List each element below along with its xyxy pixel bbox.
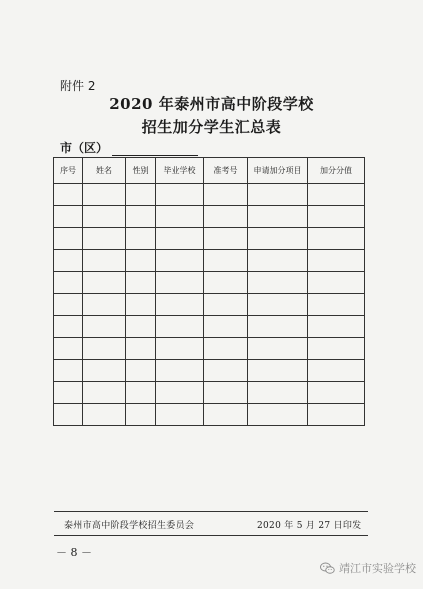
table-cell xyxy=(126,360,156,382)
table-cell xyxy=(83,294,126,316)
table-cell xyxy=(248,250,308,272)
table-cell xyxy=(204,228,248,250)
table-cell xyxy=(83,404,126,426)
table-cell xyxy=(156,382,204,404)
table-row xyxy=(54,250,365,272)
summary-table xyxy=(53,157,365,426)
table-cell xyxy=(204,272,248,294)
table-cell xyxy=(126,206,156,228)
table-cell xyxy=(126,404,156,426)
table-cell xyxy=(248,360,308,382)
table-row xyxy=(54,206,365,228)
table-cell xyxy=(156,404,204,426)
table-cell xyxy=(83,360,126,382)
table-cell xyxy=(54,316,83,338)
summary-table-container xyxy=(53,157,365,426)
table-cell xyxy=(54,206,83,228)
table-cell xyxy=(126,338,156,360)
table-cell xyxy=(204,250,248,272)
table-cell xyxy=(156,360,204,382)
table-row xyxy=(54,404,365,426)
table-cell xyxy=(156,338,204,360)
page-number: － 8 － xyxy=(56,546,92,559)
table-cell xyxy=(54,228,83,250)
city-district-field xyxy=(60,139,198,156)
wechat-icon xyxy=(320,562,335,575)
table-cell xyxy=(248,206,308,228)
table-cell xyxy=(156,228,204,250)
table-row xyxy=(54,316,365,338)
table-cell xyxy=(156,250,204,272)
table-cell xyxy=(248,338,308,360)
table-cell xyxy=(54,250,83,272)
table-cell xyxy=(308,250,365,272)
table-row xyxy=(54,228,365,250)
table-cell xyxy=(248,272,308,294)
column-header-name: 姓名 xyxy=(83,158,126,184)
table-cell xyxy=(156,206,204,228)
column-header-school: 毕业学校 xyxy=(156,158,204,184)
table-cell xyxy=(204,338,248,360)
annex-label: 附件 2 xyxy=(60,79,96,93)
table-cell xyxy=(204,360,248,382)
table-cell xyxy=(83,338,126,360)
table-cell xyxy=(308,316,365,338)
table-row xyxy=(54,338,365,360)
city-district-label: 市（区） xyxy=(60,141,109,155)
table-cell xyxy=(156,184,204,206)
document-title-line1: 2020 年泰州市高中阶段学校 xyxy=(109,95,314,113)
table-header-row xyxy=(54,158,365,184)
table-cell xyxy=(308,272,365,294)
table-cell xyxy=(83,272,126,294)
table-cell xyxy=(83,228,126,250)
footer-top-rule xyxy=(54,511,368,512)
table-cell xyxy=(308,360,365,382)
table-row xyxy=(54,184,365,206)
table-cell xyxy=(204,382,248,404)
table-cell xyxy=(156,294,204,316)
table-cell xyxy=(83,250,126,272)
table-cell xyxy=(308,294,365,316)
table-cell xyxy=(126,294,156,316)
city-district-blank-line xyxy=(112,144,198,156)
table-cell xyxy=(204,184,248,206)
footer-bottom-rule xyxy=(54,535,368,536)
column-header-bonus-points: 加分分值 xyxy=(308,158,365,184)
table-row xyxy=(54,382,365,404)
table-cell xyxy=(54,272,83,294)
column-header-index: 序号 xyxy=(54,158,83,184)
table-cell xyxy=(54,360,83,382)
table-cell xyxy=(126,184,156,206)
table-cell xyxy=(204,206,248,228)
table-cell xyxy=(83,206,126,228)
column-header-gender: 性别 xyxy=(126,158,156,184)
table-cell xyxy=(126,250,156,272)
table-cell xyxy=(54,382,83,404)
table-cell xyxy=(83,184,126,206)
document-title-line2: 招生加分学生汇总表 xyxy=(141,118,282,136)
table-cell xyxy=(248,228,308,250)
column-header-exam-number: 准考号 xyxy=(204,158,248,184)
table-cell xyxy=(308,382,365,404)
issue-date-text: 2020 年 5 月 27 日印发 xyxy=(257,521,362,531)
table-cell xyxy=(126,272,156,294)
table-cell xyxy=(308,228,365,250)
table-cell xyxy=(204,316,248,338)
table-cell xyxy=(54,184,83,206)
watermark-text: 靖江市实验学校 xyxy=(339,562,416,575)
table-row xyxy=(54,360,365,382)
issuer-text: 泰州市高中阶段学校招生委员会 xyxy=(64,521,195,531)
table-cell xyxy=(156,272,204,294)
table-cell xyxy=(248,184,308,206)
table-cell xyxy=(204,294,248,316)
table-cell xyxy=(126,316,156,338)
table-cell xyxy=(54,404,83,426)
table-cell xyxy=(248,382,308,404)
table-cell xyxy=(54,294,83,316)
table-row xyxy=(54,294,365,316)
table-body xyxy=(54,184,365,426)
table-cell xyxy=(308,184,365,206)
table-cell xyxy=(83,382,126,404)
table-cell xyxy=(83,316,126,338)
table-row xyxy=(54,272,365,294)
table-cell xyxy=(156,316,204,338)
table-cell xyxy=(308,404,365,426)
column-header-bonus-item: 申请加分项目 xyxy=(248,158,308,184)
table-cell xyxy=(126,382,156,404)
table-cell xyxy=(308,338,365,360)
table-cell xyxy=(54,338,83,360)
table-cell xyxy=(248,316,308,338)
table-cell xyxy=(308,206,365,228)
watermark xyxy=(320,560,416,576)
table-cell xyxy=(126,228,156,250)
table-cell xyxy=(248,294,308,316)
table-cell xyxy=(248,404,308,426)
table-cell xyxy=(204,404,248,426)
